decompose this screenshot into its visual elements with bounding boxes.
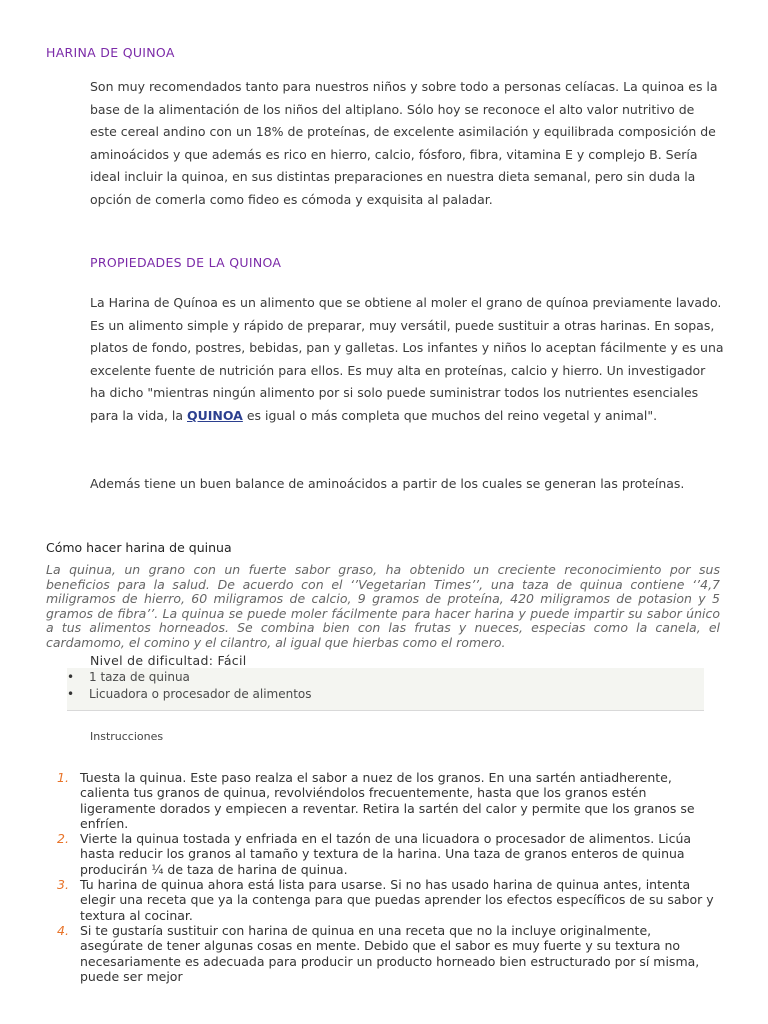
quinoa-link[interactable]: QUINOA (187, 407, 243, 423)
step-number: 2. (57, 831, 69, 847)
instructions-list (57, 770, 715, 984)
properties-text-start: La Harina de Quínoa es un alimento que se obtiene al moler el grano de quínoa previamente lavado. Es un alimento simple y rápido de preparar, muy versátil, puede sustituir a otras harinas. En sopas, platos de fondo, postres, bebidas, pan y galletas. Los infantes y niños lo aceptan fácilmente y es una excelente fuente de nutrición para ellos. Es muy alta en proteínas, calcio y hierro. Un investigador ha dicho "mientras ningún alimento por si solo puede suministrar todos los nutrientes esenciales para la vida, la (90, 295, 724, 423)
intro-paragraph: Son muy recomendados tanto para nuestros niños y sobre todo a personas celíacas. La quinoa es la base de la alimentación de los niños del altiplano. Sólo hoy se reconoce el alto valor nutritivo de este cereal andino con un 18% de proteínas, de excelente asimilación y equilibrada composición de aminoácidos y que además es rico en hierro, calcio, fósforo, fibra, vitamina E y complejo B. Sería ideal incluir la quinoa, en sus distintas preparaciones en nuestra dieta semanal, pero sin duda la opción de comerla como fideo es cómoda y exquisita al paladar. (90, 79, 718, 207)
step-text: Tu harina de quinua ahora está lista para usarse. Si no has usado harina de quinua antes, intenta elegir una receta que ya la contenga para que puedas aprender los efectos específicos de su sabor y textura al cocinar. (80, 877, 714, 923)
step-text: Si te gustaría sustituir con harina de quinua en una receta que no la incluye originalmente, asegúrate de tener algunas cosas en mente. Debido que el sabor es muy fuerte y su textura no necesariamente es adecuada para producir un producto horneado bien estructurado por sí misma, puede ser mejor (80, 922, 700, 984)
instructions-title: Instrucciones (90, 730, 164, 743)
section-heading-properties: PROPIEDADES DE LA QUINOA (90, 255, 282, 270)
ingredient-item: • 1 taza de quinua (67, 669, 704, 686)
page-title: HARINA DE QUINOA (46, 45, 175, 60)
instruction-step (57, 770, 715, 831)
step-number: 1. (57, 770, 69, 785)
step-text: Tuesta la quinua. Este paso realza el sabor a nuez de los granos. En una sartén antiadherente, calienta tus granos de quinua, revolviéndolos frecuentemente, hasta que los granos estén ligeramente dorados y empiecen a reventar. Retira la sartén del calor y permite que los granos se enfríen. (80, 770, 695, 831)
howto-intro: La quinua, un grano con un fuerte sabor graso, ha obtenido un creciente reconocimiento por sus beneficios para la salud. De acuerdo con el ‘’Vegetarian Times’’, una taza de quinua contiene ‘’4,7 miligramos de hierro, 60 miligramos de calcio, 9 gramos de proteína, 420 miligramos de potasion y 5 gramos de fibra’’. La quinua se puede moler fácilmente para hacer harina y puede impartir su sabor único a tus alimentos horneados. Se combina bien con las frutas y nueces, especias como la canela, el cardamomo, el comino y el cilantro, al igual que hierbas como el romero. (46, 562, 720, 650)
properties-paragraph (90, 292, 724, 428)
howto-title: Cómo hacer harina de quinua (46, 540, 232, 555)
step-text: Vierte la quinua tostada y enfriada en el tazón de una licuadora o procesador de alimentos. Licúa hasta reducir los granos al tamaño y textura de la harina. Una taza de granos enteros de quinua producirán ¼ de taza de harina de quinua. (80, 831, 692, 877)
ingredient-item: • Licuadora o procesador de alimentos (67, 686, 704, 703)
ingredients-box (67, 668, 704, 711)
instruction-step (57, 877, 715, 923)
ingredients-list (67, 668, 704, 702)
instruction-step (57, 923, 715, 984)
instruction-step (57, 831, 715, 877)
amino-paragraph: Además tiene un buen balance de aminoácidos a partir de los cuales se generan las proteínas. (90, 476, 685, 491)
step-number: 3. (57, 877, 69, 893)
properties-text-end: es igual o más completa que muchos del reino vegetal y animal". (242, 407, 658, 423)
step-number: 4. (57, 922, 69, 938)
difficulty-level: Nivel de dificultad: Fácil (90, 653, 247, 668)
